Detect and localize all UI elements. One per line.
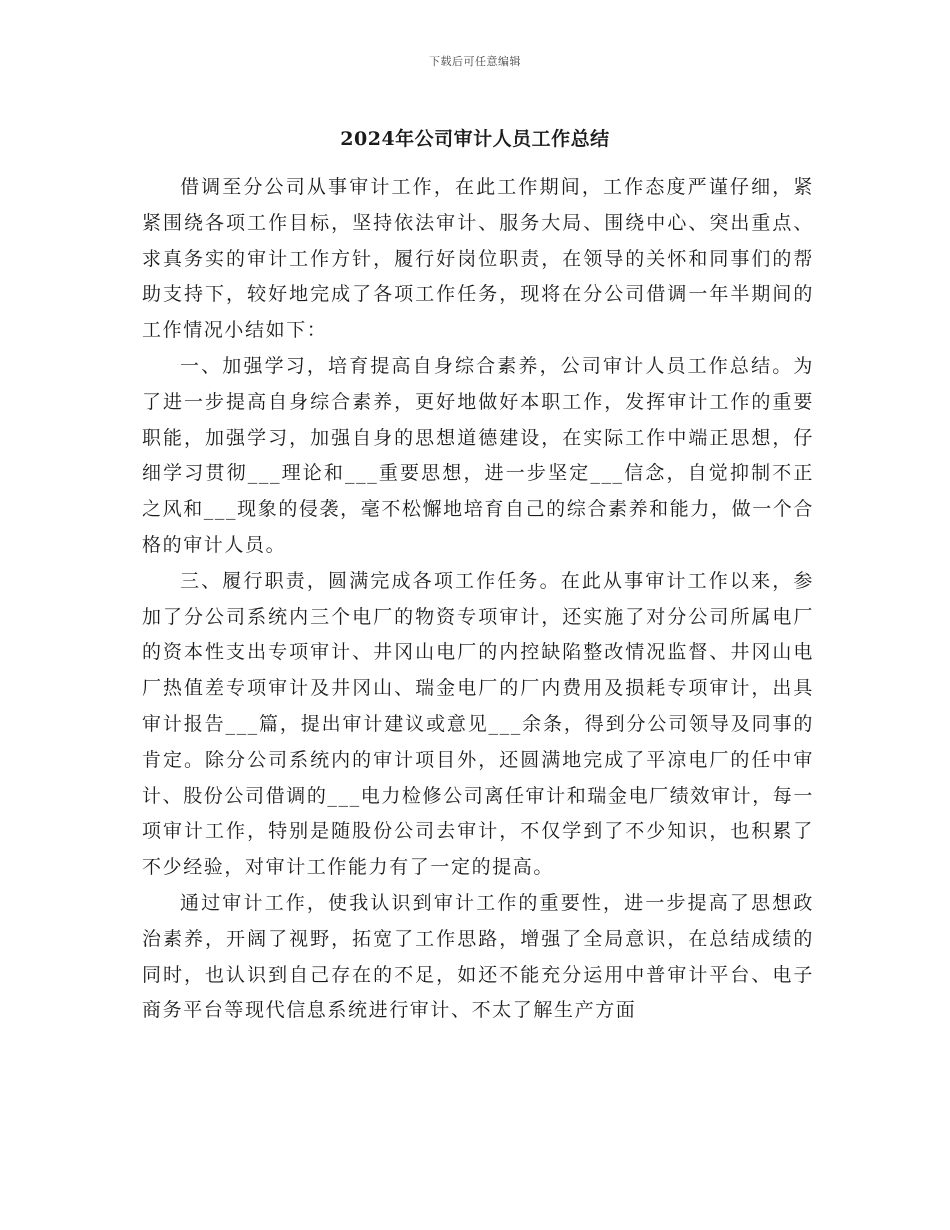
paragraph-reflection: 通过审计工作，使我认识到审计工作的重要性，进一步提高了思想政治素养，开阔了视野，拓宽了工作思路，增强了全局意识，在总结成绩的同时，也认识到自己存在的不足，如还不能充分运用中普审计平台、电子商务平台等现代信息系统进行审计、不太了解生产方面 xyxy=(142,891,814,1022)
page-header-note: 下载后可任意编辑 xyxy=(429,55,521,68)
paragraph-intro: 借调至分公司从事审计工作，在此工作期间，工作态度严谨仔细，紧紧围绕各项工作目标，坚持依法审计、服务大局、围绕中心、突出重点、求真务实的审计工作方针，履行好岗位职责，在领导的关怀和同事们的帮助支持下，较好地完成了各项工作任务，现将在分公司借调一年半期间的工作情况小结如下： xyxy=(142,176,814,342)
paragraph-study: 一、加强学习，培育提高自身综合素养，公司审计人员工作总结。为了进一步提高自身综合素养，更好地做好本职工作，发挥审计工作的重要职能，加强学习，加强自身的思想道德建设，在实际工作中端正思想，仔细学习贯彻___理论和___重要思想，进一步坚定___信念，自觉抑制不正之风和___现象的侵袭，毫不松懈地培育自己的综合素养和能力，做一个合格的审计人员。 xyxy=(142,354,814,556)
paragraph-duties: 三、履行职责，圆满完成各项工作任务。在此从事审计工作以来，参加了分公司系统内三个电厂的物资专项审计，还实施了对分公司所属电厂的资本性支出专项审计、井冈山电厂的内控缺陷整改情况监督、井冈山电厂热值差专项审计及井冈山、瑞金电厂的厂内费用及损耗专项审计，出具审计报告___篇，提出审计建议或意见___余条，得到分公司领导及同事的肯定。除分公司系统内的审计项目外，还圆满地完成了平凉电厂的任中审计、股份公司借调的___电力检修公司离任审计和瑞金电厂绩效审计，每一项审计工作，特别是随股份公司去审计，不仅学到了不少知识，也积累了不少经验，对审计工作能力有了一定的提高。 xyxy=(142,569,814,879)
document-body xyxy=(142,170,814,1029)
document-title: 2024年公司审计人员工作总结 xyxy=(340,128,610,150)
